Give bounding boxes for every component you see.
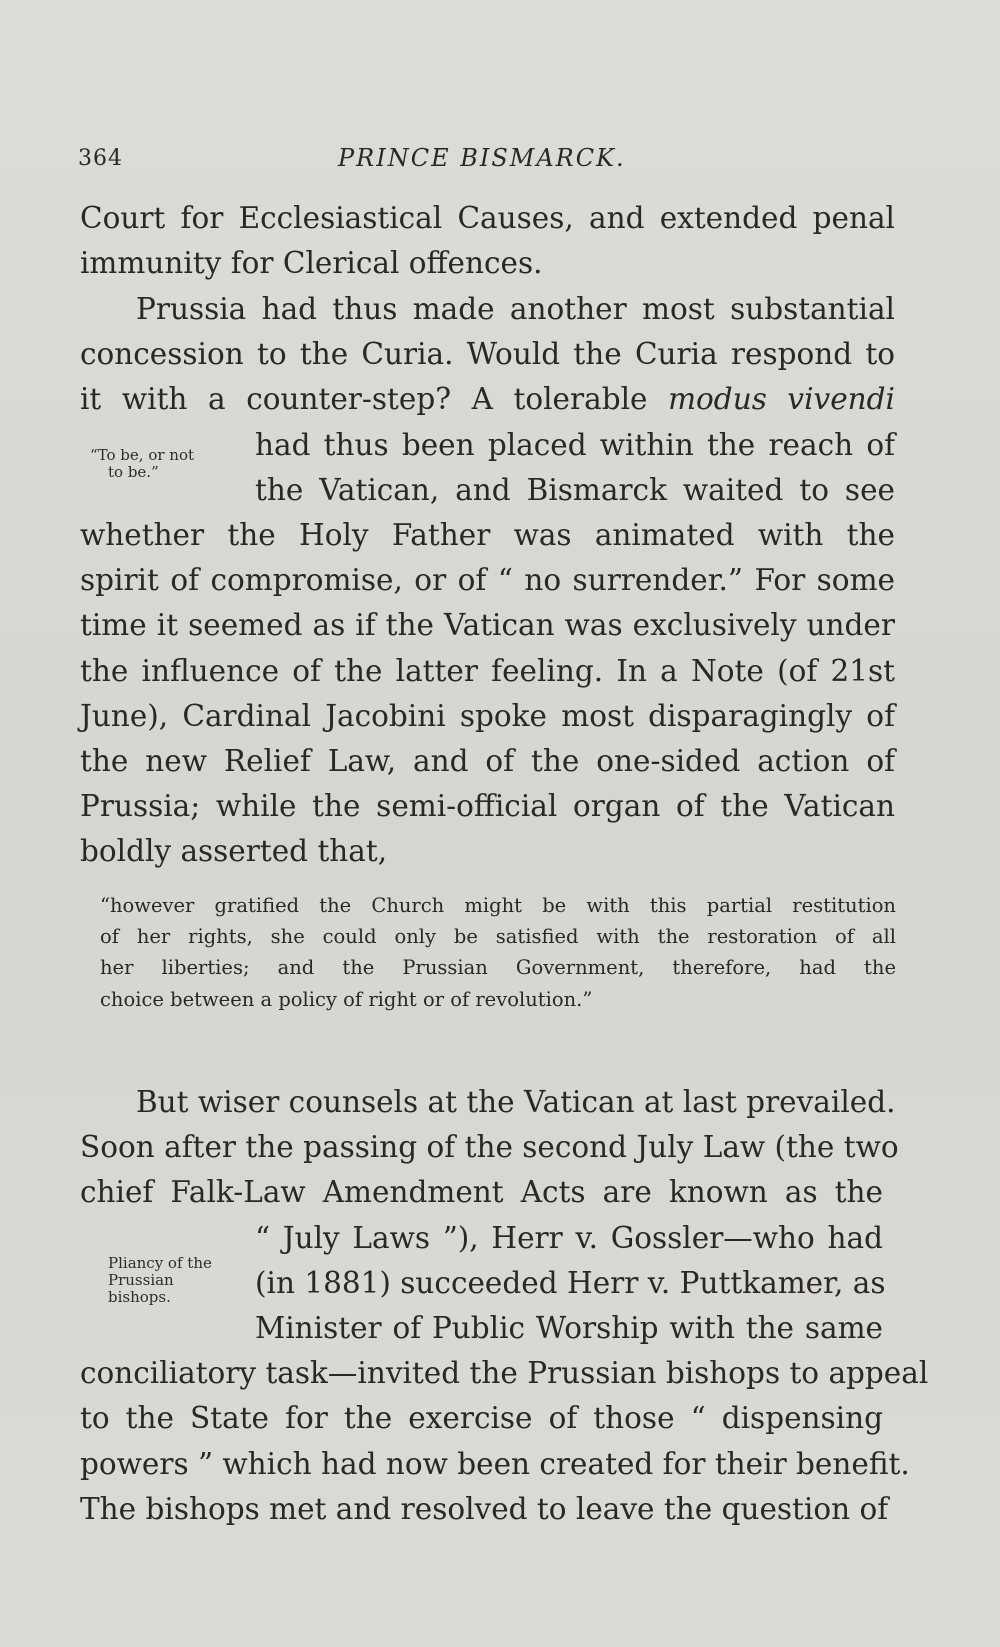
paragraph-3 (80, 1080, 929, 1532)
text-line: chief Falk-Law Amendment Acts are known as the (80, 1175, 883, 1210)
text-span: it with a counter-step? A tolerable (80, 382, 648, 417)
text-line: boldly asserted that, (80, 834, 388, 869)
quote-line: her liberties; and the Prussian Government, therefore, had the (100, 956, 896, 980)
margin-note-line: to be.” (108, 463, 159, 481)
text-line: whether the Holy Father was animated with the (80, 518, 895, 553)
text-line: Court for Ecclesiastical Causes, and extended penal (80, 201, 895, 235)
text-line: the Vatican, and Bismarck waited to see (255, 472, 895, 507)
quote-line: choice between a policy of right or of revolution.” (100, 987, 593, 1011)
text-line (80, 377, 895, 422)
text-line: But wiser counsels at the Vatican at last prevailed. (136, 1085, 896, 1119)
text-line: Prussia; while the semi-official organ of the Vatican (80, 789, 895, 824)
text-line: Prussia had thus made another most substantial (136, 292, 895, 326)
text-line: spirit of compromise, or of “ no surrender.” For some (80, 563, 895, 598)
text-line: the new Relief Law, and of the one-sided action of (80, 744, 895, 779)
text-line: to the State for the exercise of those “ dispensing (80, 1401, 883, 1436)
text-line: “ July Laws ”), Herr v. Gossler—who had (255, 1220, 883, 1255)
margin-note-1 (90, 447, 240, 481)
paragraph-1 (80, 196, 895, 286)
text-line: immunity for Clerical offences. (80, 246, 543, 281)
text-line: June), Cardinal Jacobini spoke most disparagingly of (80, 698, 895, 733)
text-line: had thus been placed within the reach of (255, 427, 895, 462)
text-line: time it seemed as if the Vatican was exclusively under (80, 608, 895, 643)
margin-note-line: “To be, or not (90, 446, 195, 464)
text-line: Minister of Public Worship with the same (255, 1311, 883, 1346)
margin-note-line: bishops. (108, 1288, 171, 1306)
text-line: Soon after the passing of the second July Law (the two (80, 1130, 899, 1165)
text-line: concession to the Curia. Would the Curia respond to (80, 337, 895, 372)
text-line: The bishops met and resolved to leave the question of (80, 1491, 889, 1526)
page-number: 364 (78, 146, 123, 171)
paragraph-2 (80, 287, 895, 875)
text-line: the influence of the latter feeling. In a Note (of 21st (80, 653, 895, 688)
block-quotation (100, 890, 896, 1015)
text-line: powers ” which had now been created for their benefit. (80, 1446, 910, 1481)
running-head (78, 142, 878, 182)
text-line: conciliatory task—invited the Prussian bishops to appeal (80, 1356, 929, 1391)
quote-line: “however gratified the Church might be with this partial restitution (100, 894, 896, 917)
margin-note-2 (108, 1255, 248, 1306)
text-line: (in 1881) succeeded Herr v. Puttkamer, as (255, 1265, 886, 1300)
italic-phrase: modus vivendi (668, 382, 895, 417)
margin-note-line: Prussian (108, 1271, 174, 1289)
margin-note-line: Pliancy of the (108, 1254, 212, 1272)
quote-line: of her rights, she could only be satisfied with the restoration of all (100, 925, 896, 949)
running-title: PRINCE BISMARCK. (338, 144, 626, 172)
